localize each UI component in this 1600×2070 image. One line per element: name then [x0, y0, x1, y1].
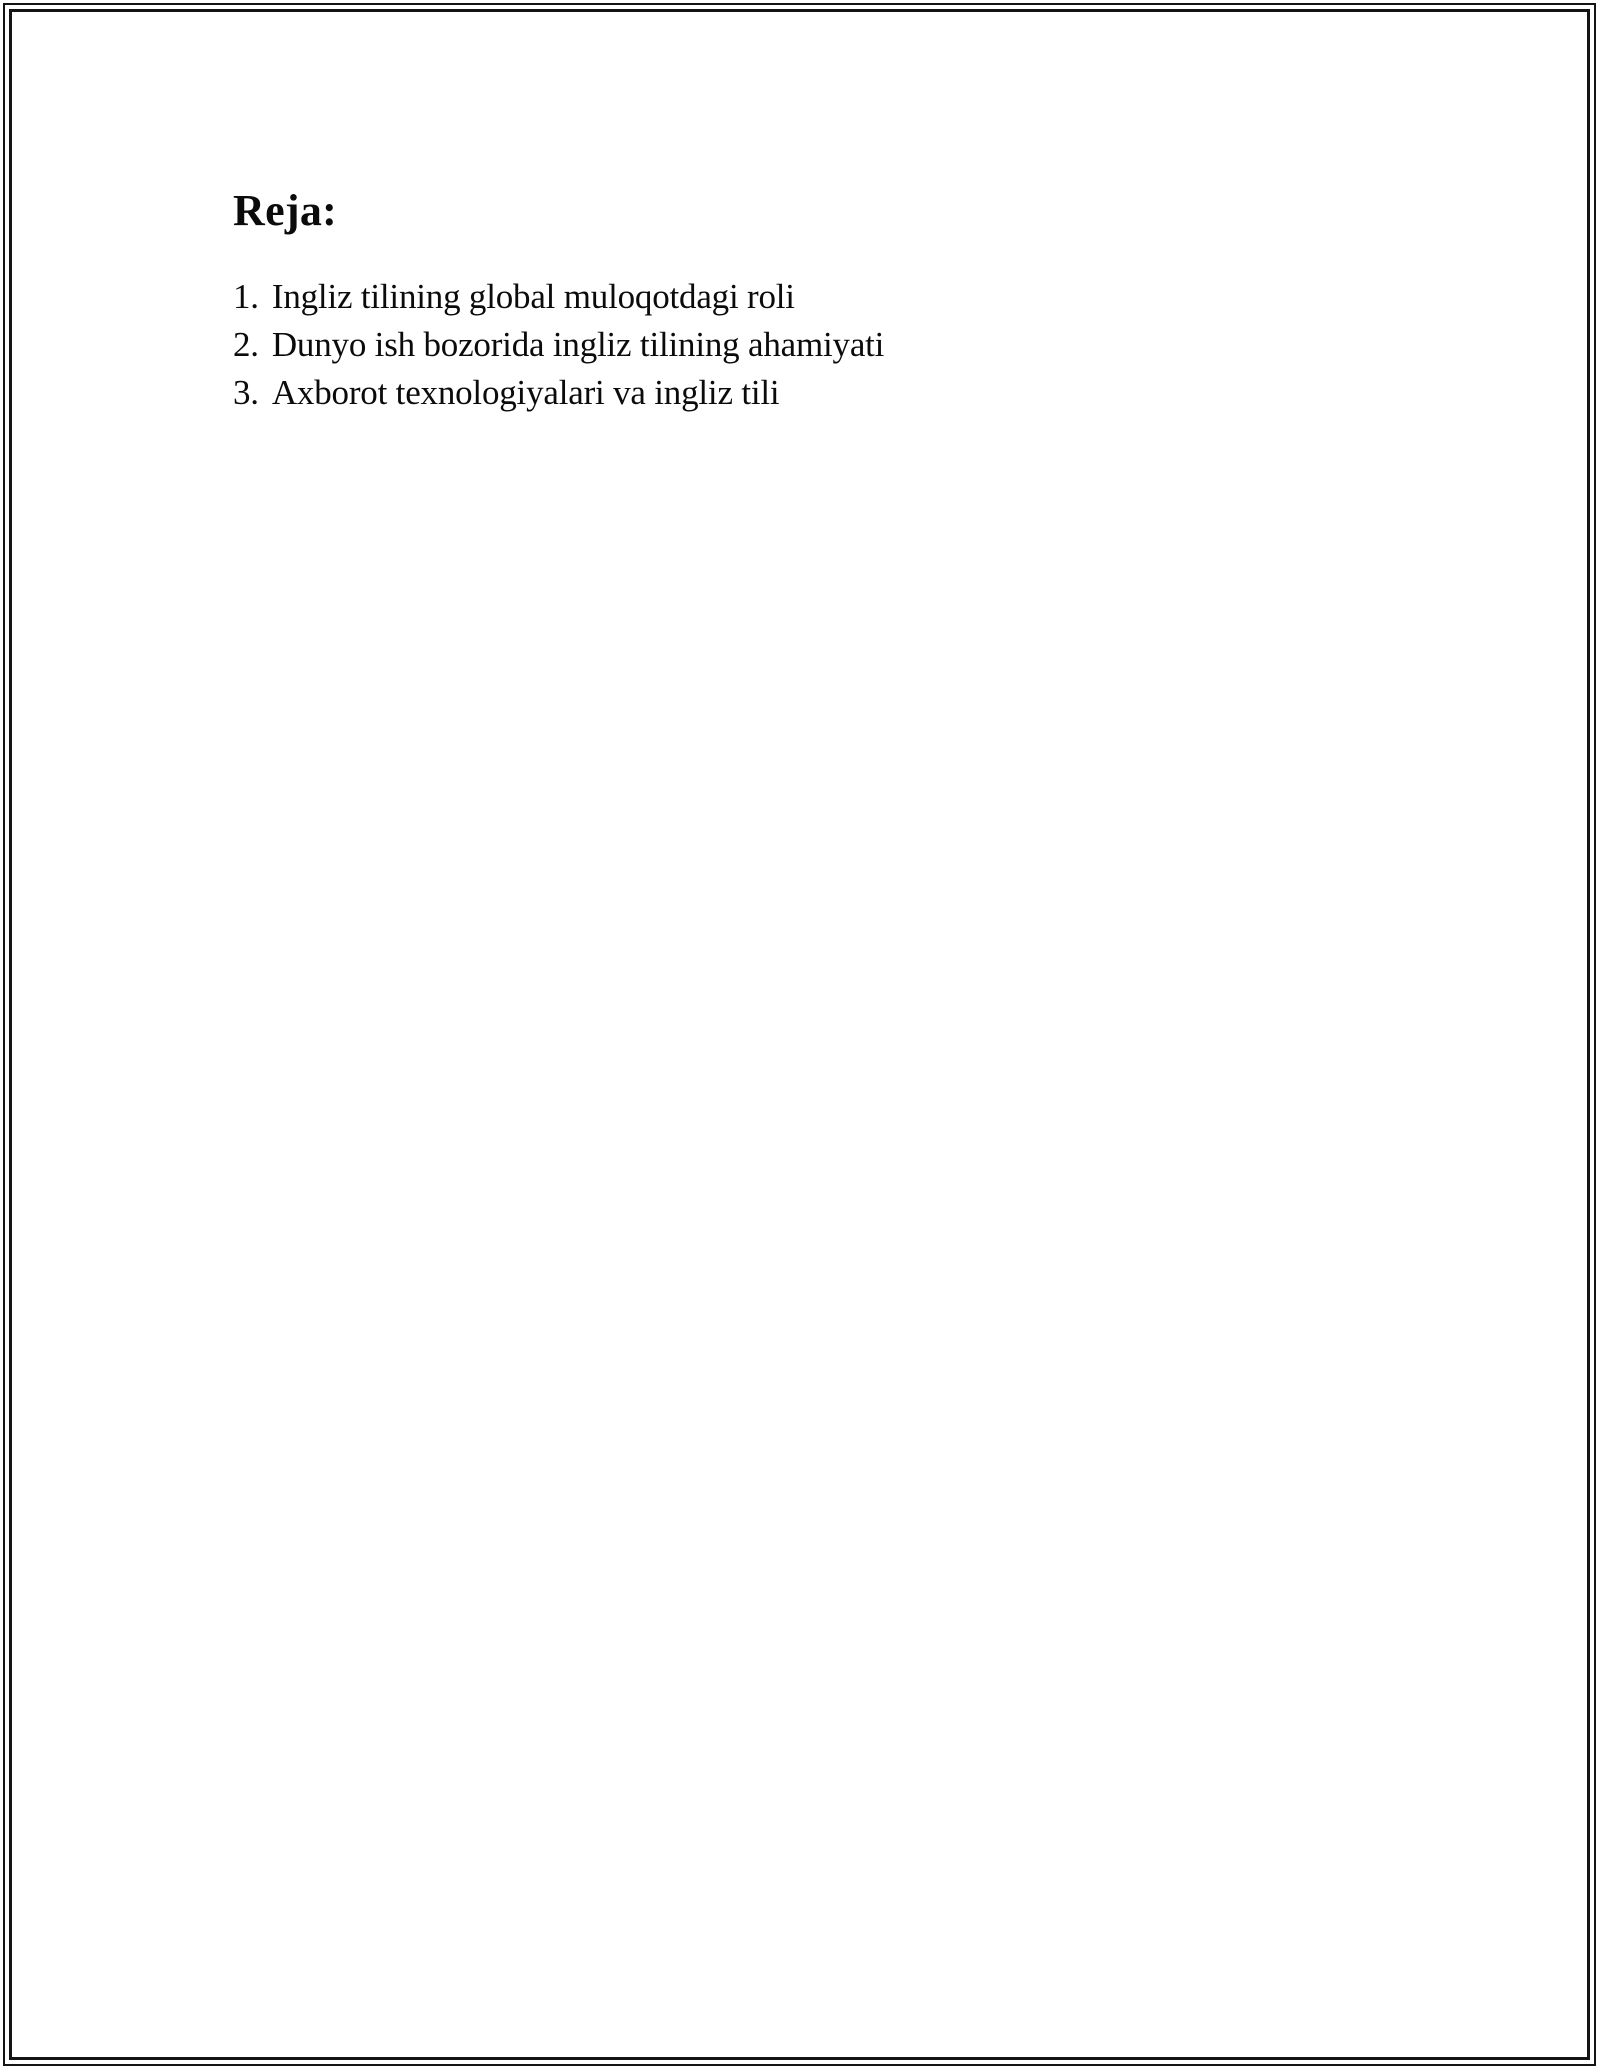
list-item — [233, 321, 1470, 369]
list-item-number: 1. — [233, 276, 259, 316]
list-item-text: Dunyo ish bozorida ingliz tilining ahamiyati — [271, 324, 885, 364]
list-item-text: Ingliz tilining global muloqotdagi roli — [271, 276, 795, 316]
list-item — [233, 369, 1470, 417]
list-item-text: Axborot texnologiyalari va ingliz tili — [271, 372, 780, 412]
document-content — [233, 186, 1470, 417]
list-item — [233, 273, 1470, 321]
page-title: Reja: — [233, 186, 338, 235]
outline-list — [233, 273, 1470, 417]
list-item-number: 2. — [233, 324, 259, 364]
list-item-number: 3. — [233, 372, 259, 412]
